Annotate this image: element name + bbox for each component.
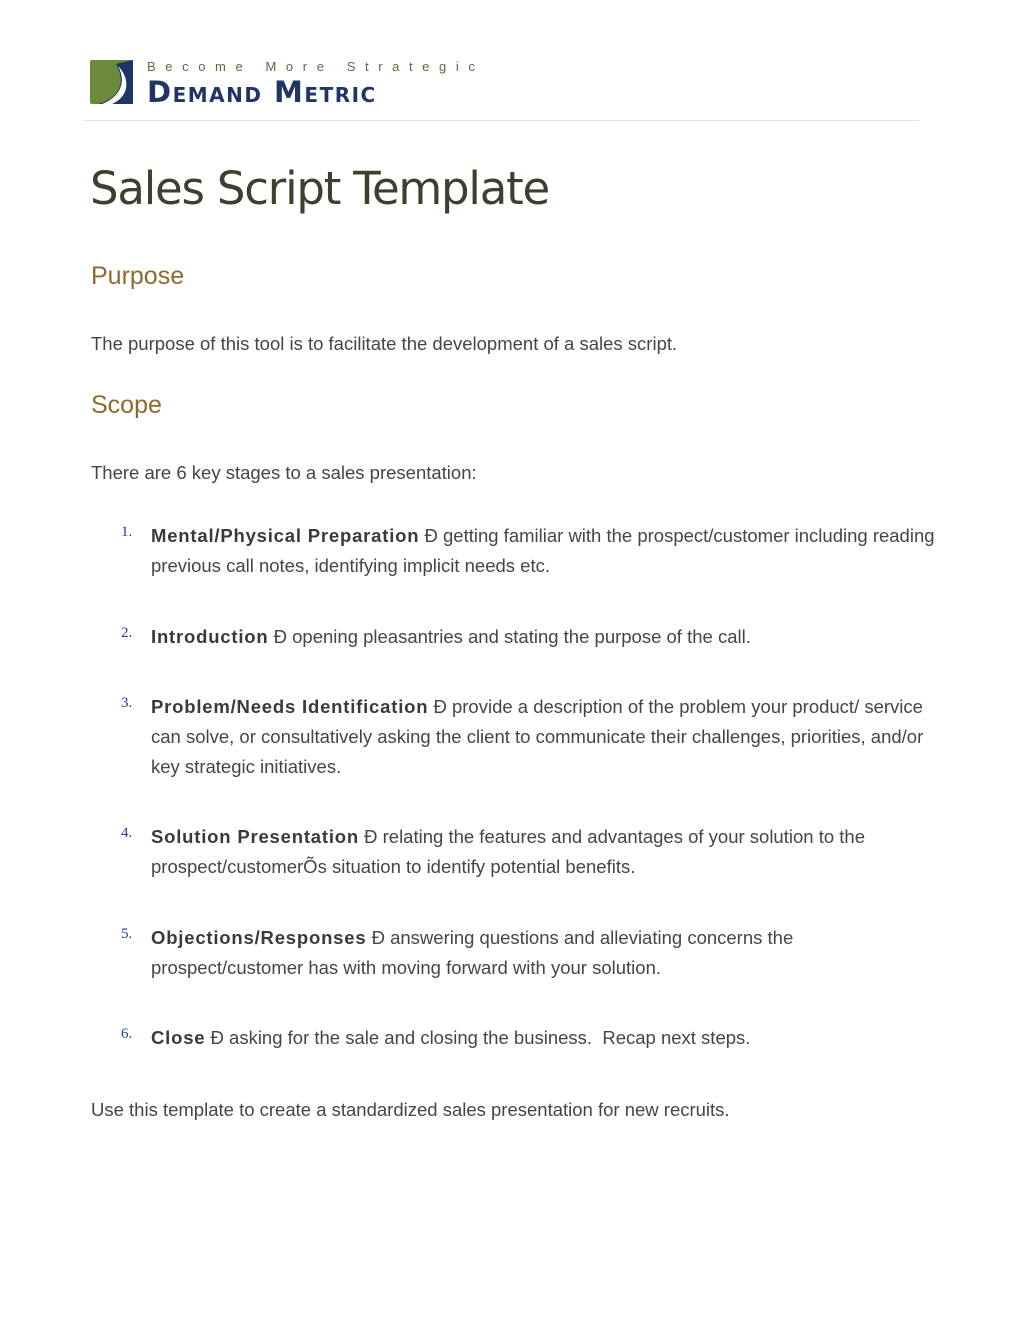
stage-text <box>151 521 951 581</box>
stage-term: Problem/Needs Identification <box>151 696 429 717</box>
logo-tagline: Become More Strategic <box>147 59 485 74</box>
purpose-text: The purpose of this tool is to facilitate the development of a sales script. <box>91 333 678 354</box>
page-title: Sales Script Template <box>90 162 550 215</box>
scope-heading: Scope <box>91 391 162 419</box>
stage-term: Mental/Physical Preparation <box>151 525 420 546</box>
logo-mark-icon <box>90 60 133 104</box>
stage-description: Ð asking for the sale and closing the business. Recap next steps. <box>205 1027 751 1048</box>
stage-description: Ð answering questions and alleviating concerns the prospect/customer has with moving forward with your solution. <box>151 927 794 978</box>
stage-number: 3. <box>121 695 133 711</box>
stage-term: Solution Presentation <box>151 826 359 847</box>
stage-description: Ð provide a description of the problem your product/ service can solve, or consultatively asking the client to communicate their challenges, priorities, and/or key strategic initiatives. <box>151 696 924 777</box>
stage-term: Introduction <box>151 626 269 647</box>
stage-term: Objections/Responses <box>151 927 367 948</box>
closing-text: Use this template to create a standardized sales presentation for new recruits. <box>91 1099 730 1120</box>
stage-number: 6. <box>121 1026 133 1042</box>
stage-description: Ð relating the features and advantages of your solution to the prospect/customerÕs situation to identify potential benefits. <box>151 826 865 877</box>
stage-text <box>151 923 871 983</box>
stage-text <box>151 1023 951 1053</box>
stage-number: 4. <box>121 825 133 841</box>
header-divider <box>83 120 920 121</box>
logo-wordmark: Demand Metric <box>147 75 377 109</box>
stage-number: 5. <box>121 926 133 942</box>
stage-term: Close <box>151 1027 206 1048</box>
stage-description: Ð getting familiar with the prospect/customer including reading previous call notes, identifying implicit needs etc. <box>151 525 935 576</box>
stage-text <box>151 822 941 882</box>
purpose-heading: Purpose <box>91 262 185 290</box>
stage-text <box>151 692 941 782</box>
stage-description: Ð opening pleasantries and stating the purpose of the call. <box>268 626 751 647</box>
scope-intro: There are 6 key stages to a sales presentation: <box>91 462 477 483</box>
stage-number: 2. <box>121 625 133 641</box>
stage-number: 1. <box>121 524 133 540</box>
stage-text <box>151 622 951 652</box>
